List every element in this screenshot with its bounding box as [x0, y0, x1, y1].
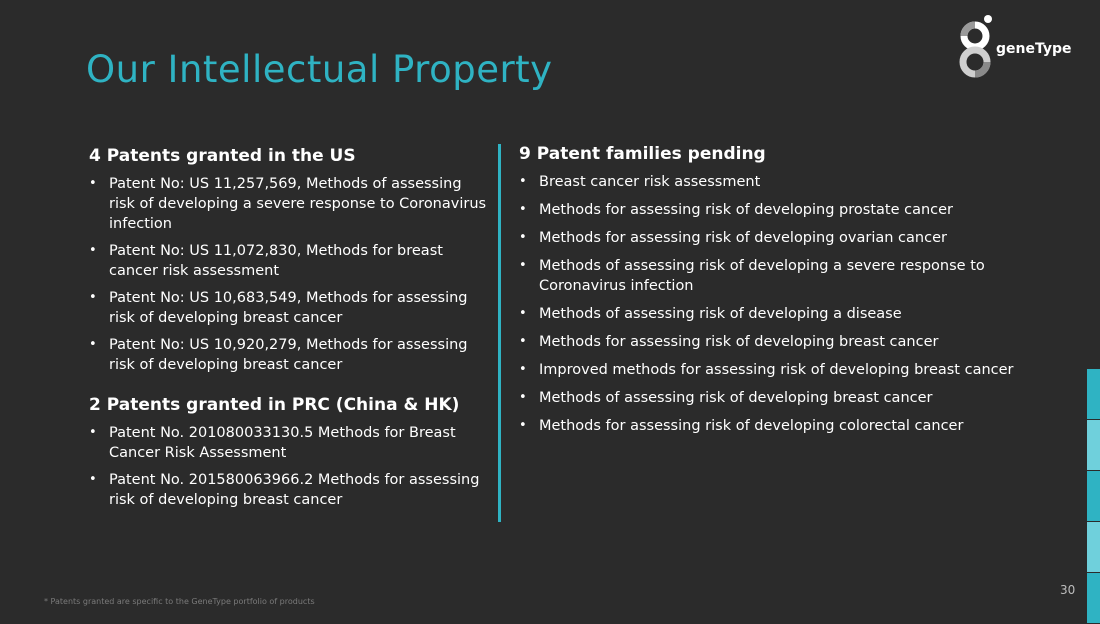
- list-item: • Patent No: US 10,683,549, Methods for assessing risk of developing breast cancer: [89, 290, 468, 326]
- column-divider: [498, 144, 501, 522]
- bullet-icon: •: [519, 334, 527, 349]
- list-item: • Methods for assessing risk of developing ovarian cancer: [519, 230, 947, 246]
- list-item: • Methods of assessing risk of developing breast cancer: [519, 390, 933, 406]
- sidebar-block: [1087, 369, 1100, 419]
- bullet-icon: •: [519, 418, 527, 433]
- bullet-icon: •: [519, 230, 527, 245]
- sidebar-block: [1087, 420, 1100, 470]
- bullet-icon: •: [519, 306, 527, 321]
- list-item: • Improved methods for assessing risk of developing breast cancer: [519, 362, 1014, 378]
- bullet-icon: •: [89, 472, 97, 487]
- pending-patents-heading: 9 Patent families pending: [519, 144, 766, 164]
- list-item: • Patent No: US 11,257,569, Methods of assessing risk of developing a severe response to Coronavirus infection: [89, 176, 487, 232]
- page-title: Our Intellectual Property: [86, 48, 553, 91]
- list-item: • Patent No. 201580063966.2 Methods for assessing risk of developing breast cancer: [89, 472, 480, 508]
- prc-patents-heading: 2 Patents granted in PRC (China & HK): [89, 395, 460, 415]
- bullet-icon: •: [519, 202, 527, 217]
- decorative-sidebar: [1087, 369, 1100, 624]
- list-item: • Methods for assessing risk of developing colorectal cancer: [519, 418, 964, 434]
- list-item: • Methods for assessing risk of developing breast cancer: [519, 334, 939, 350]
- left-column: [89, 146, 491, 517]
- bullet-icon: •: [89, 290, 97, 305]
- list-item: • Patent No: US 10,920,279, Methods for assessing risk of developing breast cancer: [89, 337, 468, 373]
- logo-text: geneType: [996, 41, 1072, 57]
- bullet-icon: •: [519, 174, 527, 189]
- bullet-icon: •: [89, 176, 97, 191]
- us-patents-heading: 4 Patents granted in the US: [89, 146, 356, 166]
- list-item: • Patent No. 201080033130.5 Methods for Breast Cancer Risk Assessment: [89, 425, 456, 461]
- list-item: • Methods of assessing risk of developing a severe response to Coronavirus infection: [519, 258, 985, 294]
- sidebar-block: [1087, 573, 1100, 623]
- prc-patents-list: [89, 423, 491, 510]
- company-logo: [958, 14, 1088, 82]
- bullet-icon: •: [519, 390, 527, 405]
- pending-patents-list: [519, 172, 1069, 436]
- list-item: • Breast cancer risk assessment: [519, 174, 761, 190]
- bullet-icon: •: [519, 362, 527, 377]
- bullet-icon: •: [89, 243, 97, 258]
- bullet-icon: •: [519, 258, 527, 273]
- right-column: [519, 144, 1069, 444]
- list-item: • Methods for assessing risk of developing prostate cancer: [519, 202, 954, 218]
- bullet-icon: •: [89, 337, 97, 352]
- sidebar-block: [1087, 471, 1100, 521]
- us-patents-list: [89, 174, 491, 375]
- sidebar-block: [1087, 522, 1100, 572]
- bullet-icon: •: [89, 425, 97, 440]
- list-item: • Methods of assessing risk of developing a disease: [519, 306, 902, 322]
- list-item: • Patent No: US 11,072,830, Methods for breast cancer risk assessment: [89, 243, 443, 279]
- footnote: * Patents granted are specific to the GeneType portfolio of products: [44, 597, 315, 606]
- page-number: 30: [1060, 583, 1076, 597]
- genetype-logo-icon: [958, 14, 998, 82]
